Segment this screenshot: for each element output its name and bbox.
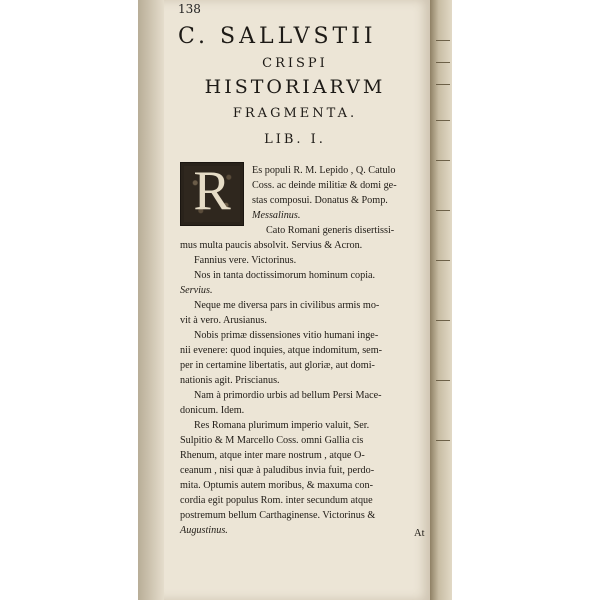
page-number: 138 [178,2,201,16]
text-line: Augustinus. [180,525,228,536]
text-line: Res Romana plurimum imperio valuit, Ser. [194,420,370,431]
text-line: Rhenum, atque inter mare nostrum , atque O- [180,450,365,461]
title-author: C. SALLVSTII [178,24,377,49]
title-fragmenta: FRAGMENTA. [232,106,358,121]
text-line: nationis agit. Priscianus. [180,375,280,386]
title-cognomen: CRISPI [262,56,328,71]
text-line: ceanum , nisi quæ à paludibus invia fuit, perdo- [180,465,375,476]
book-heading: LIB. I. [264,132,326,147]
catchword: At [414,528,425,539]
text-line: stas composui. Donatus & Pomp. [252,195,388,206]
text-line: mus multa paucis absolvit. Servius & Acron. [180,240,363,251]
text-line: Neque me diversa pars in civilibus armis mo- [194,300,380,311]
text-line: per in certamine libertatis, aut gloriæ, aut domi- [180,360,375,371]
text-line: Nos in tanta doctissimorum hominum copia. [194,270,376,281]
ornamental-dropcap [180,162,244,226]
text-line: Messalinus. [252,210,301,221]
text-line: vit à vero. Arusianus. [180,315,267,326]
dropcap-letter: R [193,160,231,222]
text-line: Coss. ac deinde militiæ & domi ge- [252,180,397,191]
text-line: nii evenere: quod inquies, atque indomitum, sem- [180,345,383,356]
text-line: mita. Optumis autem moribus, & maxuma con- [180,480,373,491]
text-line: Fannius vere. Victorinus. [194,255,297,266]
text-line: Es populi R. M. Lepido , Q. Catulo [252,165,396,176]
text-line: cordia egit populus Rom. inter secundum atque [180,495,373,506]
text-line: Servius. [180,285,213,296]
text-line: Nobis primæ dissensiones vitio humani inge- [194,330,379,341]
text-line: Cato Romani generis disertissi- [266,225,395,236]
text-line: donicum. Idem. [180,405,245,416]
title-work: HISTORIARVM [204,76,386,98]
text-line: Sulpitio & M Marcello Coss. omni Gallia cis [180,435,364,446]
text-line: postremum bellum Carthaginense. Victorinus & [180,510,376,521]
adjacent-page-edge [430,0,452,600]
text-line: Nam à primordio urbis ad bellum Persi Mace- [194,390,382,401]
